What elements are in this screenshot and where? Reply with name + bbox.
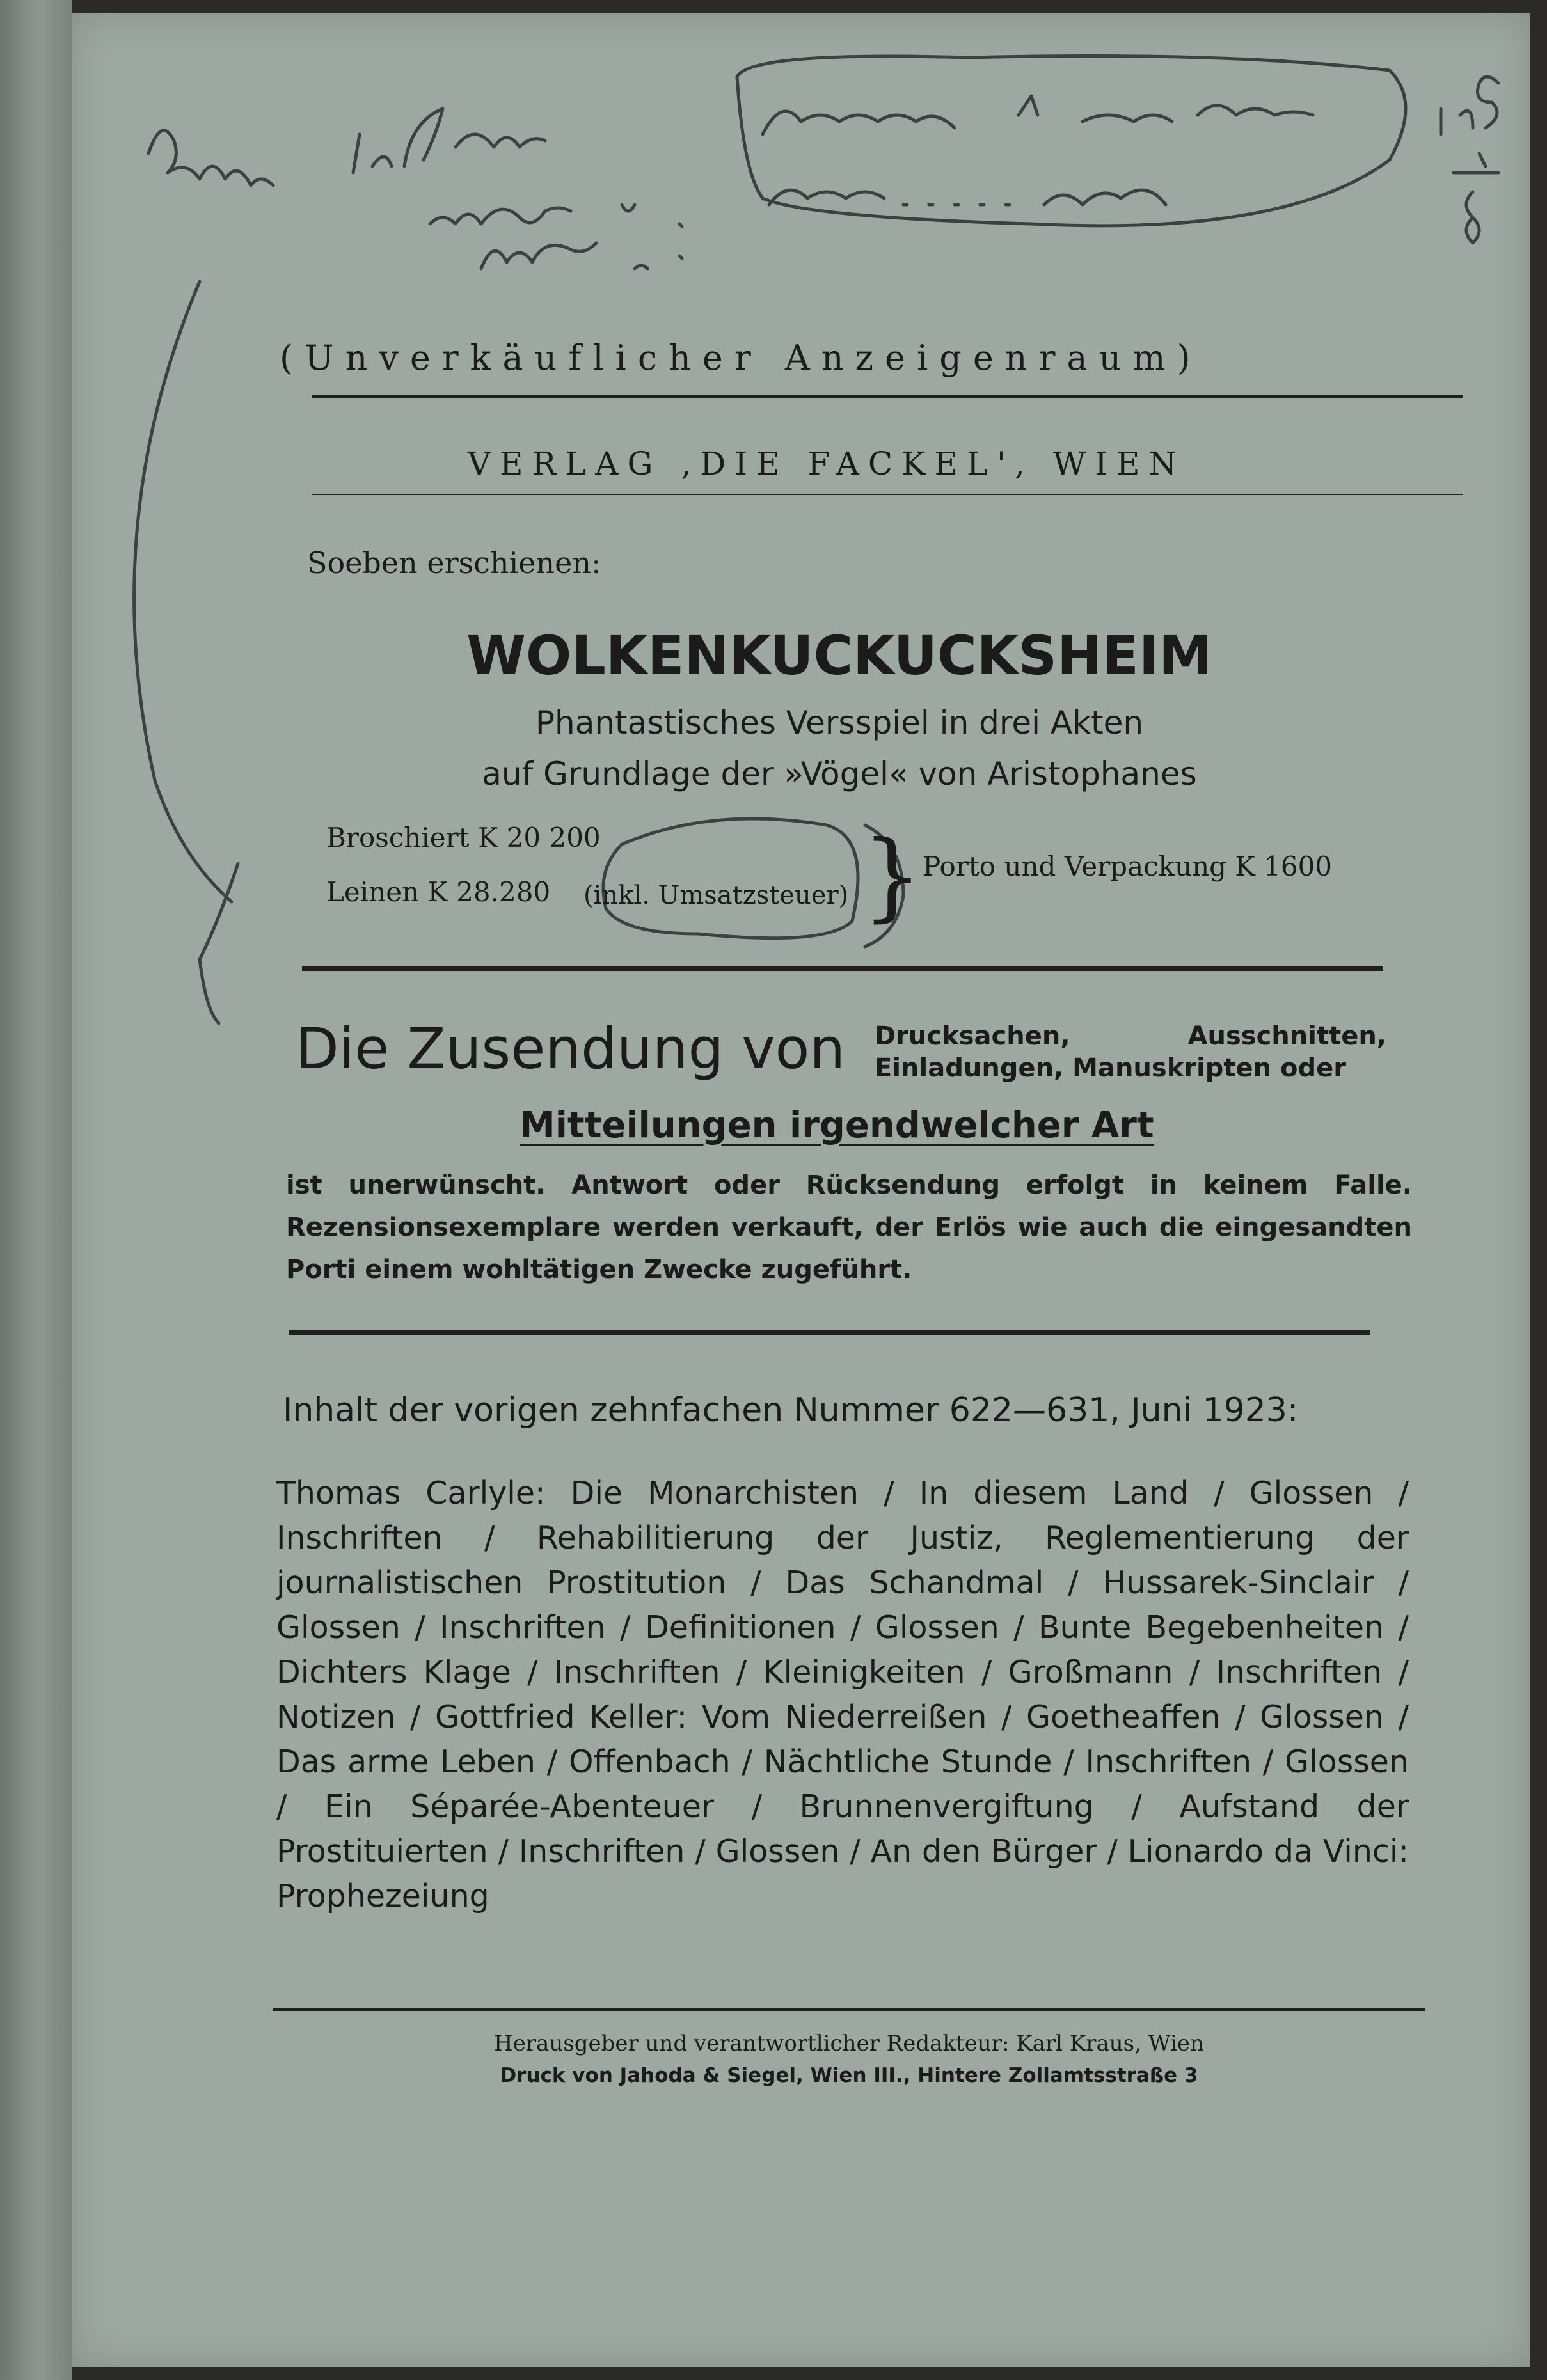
price-paperback: Broschiert K 20 200: [326, 822, 601, 853]
contents-list: Thomas Carlyle: Die Monarchisten / In diesem Land / Glossen / Inschriften / Rehabilitierung der Justiz, Reglementierung der journalistischen Prostitution / Das Schandmal / Hussarek-Sinclair / Glossen / Inschriften / Definitionen / Glossen / Bunte Begebenheiten / Dichters Klage / Inschriften / Kleinigkeiten / Großmann / Inschriften / Notizen / Gottfried Keller: Vom Niederreißen / Goetheaffen / Glossen / Das arme Leben / Offenbach / Nächtliche Stunde / Inschriften / Glossen / Ein Séparée-Abenteuer / Brunnenvergiftung / Aufstand der Prostituierten / Inschriften / Glossen / An den Bürger / Lionardo da Vinci: Prophezeiung: [276, 1475, 1409, 1914]
book-subtitle-1: Phantastisches Versspiel in drei Akten: [535, 704, 1144, 741]
thick-divider: [302, 966, 1383, 971]
divider: [312, 494, 1463, 495]
document-page: [72, 13, 1530, 2367]
advertising-space-heading: (Unverkäuflicher Anzeigenraum): [280, 338, 1202, 378]
book-subtitle-2: auf Grundlage der »Vögel« von Aristophanes: [482, 755, 1197, 792]
divider: [273, 2008, 1425, 2011]
price-cloth: Leinen K 28.280: [326, 876, 551, 908]
imprint-printer: Druck von Jahoda & Siegel, Wien III., Hintere Zollamtsstraße 3: [500, 2064, 1198, 2087]
divider: [312, 395, 1463, 398]
postage-price: Porto und Verpackung K 1600: [923, 851, 1333, 882]
scribble-1: [148, 130, 273, 185]
book-spine-edge: [0, 0, 72, 2380]
notice-lead: Die Zusendung von: [296, 1016, 846, 1082]
imprint-editor: Herausgeber und verantwortlicher Redakteur: Karl Kraus, Wien: [494, 2031, 1204, 2056]
announcement-label: Soeben erschienen:: [307, 546, 601, 580]
book-title: WOLKENKUCKUCKSHEIM: [466, 624, 1212, 687]
notice-emphasis: Mitteilungen irgendwelcher Art: [520, 1105, 1154, 1146]
notice-body: ist unerwünscht. Antwort oder Rücksendung erfolgt in keinem Falle. Rezensionsexemplare werden verkauft, der Erlös wie auch die eingesandten Porti einem wohltätigen Zwecke zugeführt.: [286, 1170, 1412, 1284]
notice-items: Drucksachen, Ausschnitten, Einladungen, Manuskripten oder: [875, 1021, 1386, 1083]
tax-note: (inkl. Umsatzsteuer): [583, 881, 849, 910]
publisher-line: VERLAG ‚DIE FACKEL', WIEN: [467, 445, 1186, 482]
thick-divider: [289, 1330, 1370, 1335]
brace: }: [862, 821, 923, 932]
contents-heading: Inhalt der vorigen zehnfachen Nummer 622—631, Juni 1923:: [283, 1391, 1299, 1430]
